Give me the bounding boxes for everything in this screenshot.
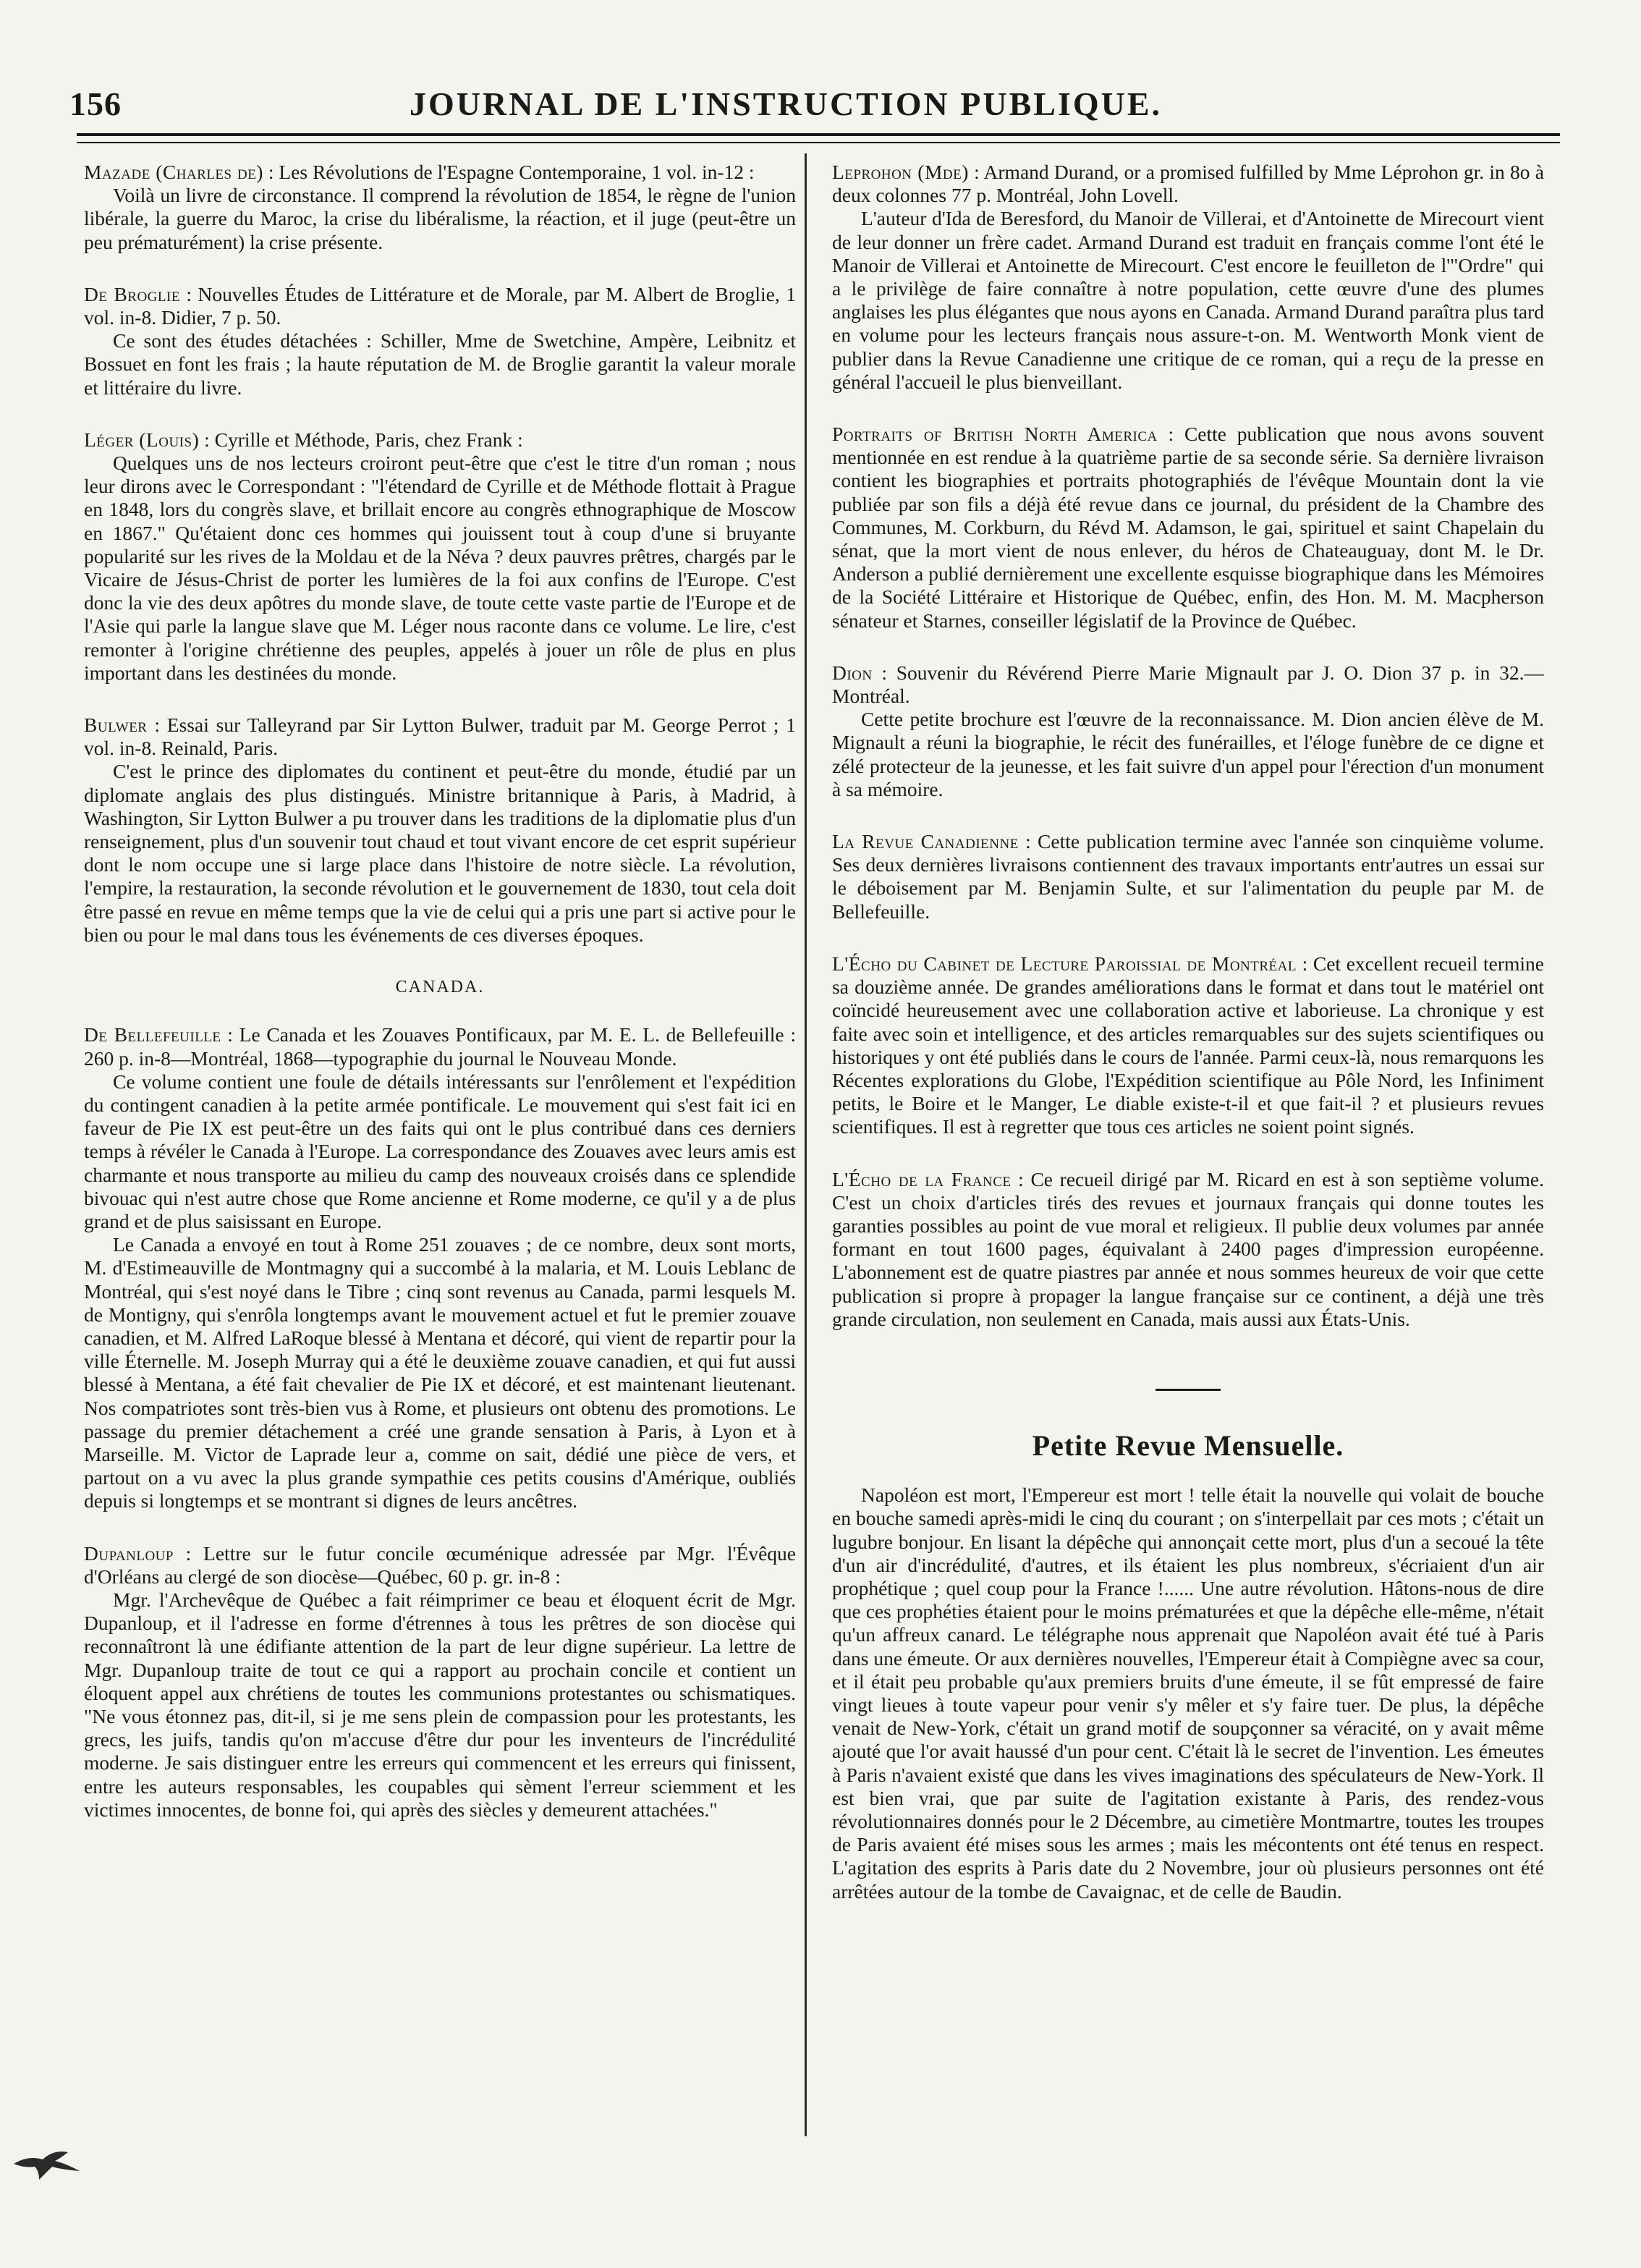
entry-heading [84, 428, 796, 452]
review-entry [84, 161, 796, 254]
entry-heading [84, 1542, 796, 1588]
review-entry [84, 283, 796, 399]
entry-author: Dupanloup [84, 1541, 174, 1565]
page-number: 156 [69, 85, 122, 122]
printer-ornament-icon [10, 2142, 90, 2186]
entry-body: Quelques uns de nos lecteurs croiront peut-être que c'est le titre d'un roman ; nous leur dirons avec le Correspondant : "l'étendard de Cyrille et de Méthode flottait à Prague en 1848, lors du congrès slave, et brillait encore au congrès ethnographique de Moscow en 1867." Qu'étaient donc ces hommes qui jouissent tout à coup d'une si bruyante popularité sur les rives de la Moldau et de la Néva ? deux pauvres prêtres, chargés par le Vicaire de Jésus-Christ de porter les lumières de la foi aux confins de l'Europe. C'est donc la vie des deux apôtres du monde slave, de toute cette vaste partie de l'Europe et de l'Asie qui parle la langue slave que M. Léger nous raconte dans ce volume. Le lire, c'est remonter à l'origine chrétienne des peuples, appelés à jouer un rôle de plus en plus important dans les destinées du monde. [84, 452, 796, 684]
entry-citation: : Essai sur Talleyrand par Sir Lytton Bulwer, traduit par M. George Perrot ; 1 vol. in-8. Reinald, Paris. [84, 714, 796, 760]
column-divider [805, 153, 807, 2136]
page-header [69, 72, 1560, 123]
entry-heading [832, 952, 1544, 1139]
entry-body: Ce volume contient une foule de détails intéressants sur l'enrôlement et l'expédition du contingent canadien à la petite armée pontificale. Le mouvement qui s'est fait ici en faveur de Pie IX est peut-être un des faits qui ont le plus contribué dans ces derniers temps à révéler le Canada à l'Europe. La correspondance des Zouaves avec leurs amis est charmante et nous transporte au milieu du camp des nouveaux croisés dans ce splendide bivouac qui n'est autre chose que Rome ancienne et Rome moderne, ce qu'il y a de plus grand et de plus saisissant en Europe. [84, 1070, 796, 1232]
entry-heading [84, 283, 796, 329]
review-entry [84, 714, 796, 947]
entry-citation: : Nouvelles Études de Littérature et de Morale, par M. Albert de Broglie, 1 vol. in-8. Didier, 7 p. 50. [84, 282, 796, 329]
entry-author: L'Écho de la France [832, 1167, 1012, 1190]
review-entry [832, 423, 1544, 632]
entry-author: Leprohon (Mde) [832, 161, 969, 183]
section-separator [1156, 1389, 1221, 1391]
entry-citation: : Ce recueil dirigé par M. Ricard en est à son septième volume. C'est un choix d'articles tirés des revues et journaux français qui donne toutes les garanties possibles au point de vue moral et religieux. Il publie deux volumes par année formant en tout 1600 pages, équivalant à 2400 pages d'impression européenne. L'abonnement est de quatre piastres par année et nous sommes heureux de voir que cette publication si propre à propager la langue française sur ce continent, a déjà une très grande circulation, non seulement en Canada, mais aussi aux États-Unis. [832, 1167, 1544, 1330]
review-entry [832, 1168, 1544, 1331]
right-column [832, 161, 1544, 2144]
review-entry [84, 428, 796, 685]
entry-citation: : Cette publication que nous avons souvent mentionnée en est rendue à la quatrième partie de sa seconde série. Sa dernière livraison contient les biographies et portraits photographiés de l'évêque Mountain dont la vie publiée par son fils a déjà été revue dans ce journal, du président de la Chambre des Communes, M. Corkburn, du Révd M. Adamson, le gai, spirituel et saint Chapelain du sénat, que la mort vient de nous enlever, du héros de Chateauguay, dont M. le Dr. Anderson a publié dernièrement une excellente esquisse biographique dans les Mémoires de la Société Littéraire et Historique de Québec, enfin, des Hon. M. M. Macpherson sénateur et Starnes, conseiller législatif de la Province de Québec. [832, 423, 1544, 632]
entry-citation: : Cette publication termine avec l'année son cinquième volume. Ses deux dernières livraisons contiennent des travaux importants entr'autres un essai sur le déboisement par M. Benjamin Sulte, et sur l'alimentation du peuple par M. de Bellefeuille. [832, 830, 1544, 923]
entry-citation: : Les Révolutions de l'Espagne Contemporaine, 1 vol. in-12 : [263, 161, 755, 183]
entry-heading [832, 830, 1544, 923]
journal-title: JOURNAL DE L'INSTRUCTION PUBLIQUE. [409, 85, 1163, 122]
header-rule [77, 133, 1560, 143]
entry-body: C'est le prince des diplomates du continent et peut-être du monde, étudié par un diplomate anglais des plus distingués. Ministre britannique à Paris, à Madrid, à Washington, Sir Lytton Bulwer a pu trouver dans les traditions de la diplomatie plus d'un renseignement, plus d'un souvenir tout chaud et tout vivant encore de cet esprit supérieur dont le nom occupe une si large place dans l'histoire de notre siècle. La révolution, l'empire, la restauration, la seconde révolution et le gouvernement de 1830, tout cela doit être passé en revue en même temps que la vie de celui qui a pris une part si active pour le bien ou pour le mal dans tous les événements de ces diverses époques. [84, 760, 796, 946]
entry-author: Mazade (Charles de) [84, 161, 263, 183]
entry-author: De Broglie [84, 282, 180, 305]
review-entry [832, 830, 1544, 923]
entry-body: Cette petite brochure est l'œuvre de la reconnaissance. M. Dion ancien élève de M. Mignault a réuni la biographie, le récit des funérailles, et l'éloge funèbre de ce digne et zélé protecteur de la jeunesse, et les fait suivre d'un appel pour l'érection d'un monument à sa mémoire. [832, 708, 1544, 800]
review-entry [84, 1542, 796, 1821]
review-entry [832, 952, 1544, 1139]
left-column [84, 161, 796, 2144]
entry-author: L'Écho du Cabinet de Lecture Paroissial de Montréal [832, 952, 1297, 975]
entry-citation: : Cyrille et Méthode, Paris, chez Frank : [199, 428, 523, 451]
entry-author: Dion [832, 661, 873, 684]
entry-author: De Bellefeuille [84, 1023, 221, 1046]
entry-body: Le Canada a envoyé en tout à Rome 251 zouaves ; de ce nombre, deux sont morts, M. d'Estimeauville de Montmagny qui a succombé à la malaria, et M. Louis Leblanc de Montréal, qui s'est noyé dans le Tibre ; cinq sont revenus au Canada, parmi lesquels M. de Montigny, qui s'enrôla longtemps avant le mouvement actuel et fut le premier zouave canadien, et M. Alfred LaRoque blessé à Mentana et décoré, qui vient de repartir pour la ville Éternelle. M. Joseph Murray qui a été le deuxième zouave canadien, et qui fut aussi blessé à Mentana, a été fait chevalier de Pie IX et décoré, et est maintenant lieutenant. Nos compatriotes sont très-bien vus à Rome, et plusieurs ont obtenu des promotions. Le passage du premier détachement a créé une grande sensation à Paris, à Lyon et à Marseille. M. Victor de Laprade leur a, comme on sait, dédié une pièce de vers, et partout on a vu avec la plus grande sympathie ces petits cousins d'Amérique, oubliés depuis si longtemps et se montrant si dignes de leurs ancêtres. [84, 1233, 796, 1512]
entry-heading [832, 423, 1544, 632]
review-entry [832, 661, 1544, 801]
petite-revue-title: Petite Revue Mensuelle. [1032, 1429, 1344, 1462]
entry-author: Portraits of British North America [832, 423, 1158, 446]
section-label-canada: CANADA. [395, 978, 485, 997]
entry-citation: : Lettre sur le futur concile œcuménique adressée par Mgr. l'Évêque d'Orléans au clergé de son diocèse—Québec, 60 p. gr. in-8 : [84, 1541, 796, 1588]
entry-heading [84, 161, 796, 184]
review-entry [832, 161, 1544, 394]
entry-author: La Revue Canadienne [832, 830, 1019, 853]
entry-body: L'auteur d'Ida de Beresford, du Manoir de Villerai, et d'Antoinette de Mirecourt vient de leur donner un frère cadet. Armand Durand est traduit en français comme l'ont été le Manoir de Villerai et Antoinette de Mirecourt. C'est encore le feuilleton de l'"Ordre" qui a le privilège de faire connaître à notre population, cette œuvre d'une des plumes anglaises les plus élégantes que nous ayons en Canada. Armand Durand paraîtra plus tard en volume pour les lecteurs français nous assure-t-on. M. Wentworth Monk vient de publier dans la Revue Canadienne une critique de ce roman, qui a reçu de la presse en général l'accueil le plus bienveillant. [832, 207, 1544, 393]
entry-citation: : Souvenir du Révérend Pierre Marie Mignault par J. O. Dion 37 p. in 32.—Montréal. [832, 661, 1544, 708]
entry-heading [832, 161, 1544, 207]
petite-revue-body: Napoléon est mort, l'Empereur est mort ! telle était la nouvelle qui volait de bouche en bouche samedi après-midi le cinq du courant ; on s'interpellait par ces mots ; c'était un lugubre bonjour. En lisant la dépêche qui annonçait cette mort, plus d'un a secoué la tête d'un air d'incrédulité, d'autres, et ils étaient les plus nombreux, s'écriaient d'un air prophétique ; quel coup pour la France !...... Une autre révolution. Hâtons-nous de dire que ces prophéties étaient pour le moins prématurées et que la dépêche elle-même, n'était qu'un affreux canard. Le télégraphe nous apprenait que Napoléon avait été tué à Paris dans une émeute. Or aux dernières nouvelles, l'Empereur était à Compiègne avec sa cour, et il était peu probable qu'aux premiers bruits d'une émeute, il se fût empressé de faire vingt lieues à toute vapeur pour venir s'y mêler et s'y faire tuer. De plus, la dépêche venait de New-York, c'était un grand motif de soupçonner sa véracité, on y avait même ajouté que l'or avait haussé d'un pour cent. C'était là le secret de l'invention. Les émeutes à Paris n'avaient existé que dans les vives imaginations des spéculateurs de New-York. Il est bien vrai, que par suite de l'agitation existante à Paris, des rendez-vous révolutionnaires donnés pour le 2 Décembre, au cimetière Montmartre, toutes les troupes de Paris avaient été mises sous les armes ; mais les mécontents ont été tenus en respect. L'agitation des esprits à Paris date du 2 Novembre, jour où plusieurs personnes ont été arrêtées autour de la tombe de Cavaignac, et de celle de Baudin. [832, 1484, 1544, 1903]
entry-body: Ce sont des études détachées : Schiller, Mme de Swetchine, Ampère, Leibnitz et Bossuet en font les frais ; la haute réputation de M. de Broglie garantit la valeur morale et littéraire du livre. [84, 329, 796, 399]
review-entry [84, 1023, 796, 1512]
entry-author: Bulwer [84, 714, 148, 737]
entry-body: Mgr. l'Archevêque de Québec a fait réimprimer ce beau et éloquent écrit de Mgr. Dupanloup, et il l'adresse en forme d'étrennes à tous les prêtres de son diocèse qui reconnaîtront là une édifiante attention de la part de leur digne supérieur. La lettre de Mgr. Dupanloup traite de tout ce qui a rapport au prochain concile et contient un éloquent appel aux chrétiens de toutes les communions protestantes ou schismatiques. "Ne vous étonnez pas, dit-il, si je me sens plein de compassion pour les protestants, les grecs, les juifs, tandis qu'on m'accuse d'être dur pour les inventeurs de l'incrédulité moderne. Je sais distinguer entre les erreurs qui commencent et les erreurs qui finissent, entre les auteurs responsables, les coupables qui sèment l'erreur sciemment et les victimes innocentes, de bonne foi, qui après des siècles y demeurent attachées." [84, 1588, 796, 1821]
petite-revue-section [832, 1484, 1544, 1903]
entry-citation: : Cet excellent recueil termine sa douzième année. De grandes améliorations dans le format et dans tout le matériel ont coïncidé heureusement avec une collaboration active et laborieuse. La chronique y est faite avec soin et intelligence, et des articles remarquables sur des sujets scientifiques ou historiques y ont été publiés dans le cours de l'année. Parmi ceux-là, nous remarquons les Récentes explorations du Globe, l'Expédition scientifique au Pôle Nord, les Infiniment petits, le Boire et le Manger, Le diable existe-t-il et que fait-il ? et plusieurs revues scientifiques. Il est à regretter que tous ces articles ne soient point signés. [832, 952, 1544, 1138]
entry-citation: : Armand Durand, or a promised fulfilled by Mme Léprohon gr. in 8o à deux colonnes 77 p. Montréal, John Lovell. [832, 161, 1544, 207]
entry-citation: : Le Canada et les Zouaves Pontificaux, par M. E. L. de Bellefeuille : 260 p. in-8—Montréal, 1868—typographie du journal le Nouveau Monde. [84, 1023, 796, 1070]
entry-heading [84, 714, 796, 760]
entry-author: Léger (Louis) [84, 428, 200, 451]
entry-heading [832, 661, 1544, 708]
entry-heading [832, 1168, 1544, 1331]
entry-body: Voilà un livre de circonstance. Il comprend la révolution de 1854, le règne de l'union libérale, la guerre du Maroc, la crise du libéralisme, la réaction, et il juge (peut-être un peu prématurément) la crise présente. [84, 184, 796, 253]
entry-heading [84, 1023, 796, 1070]
